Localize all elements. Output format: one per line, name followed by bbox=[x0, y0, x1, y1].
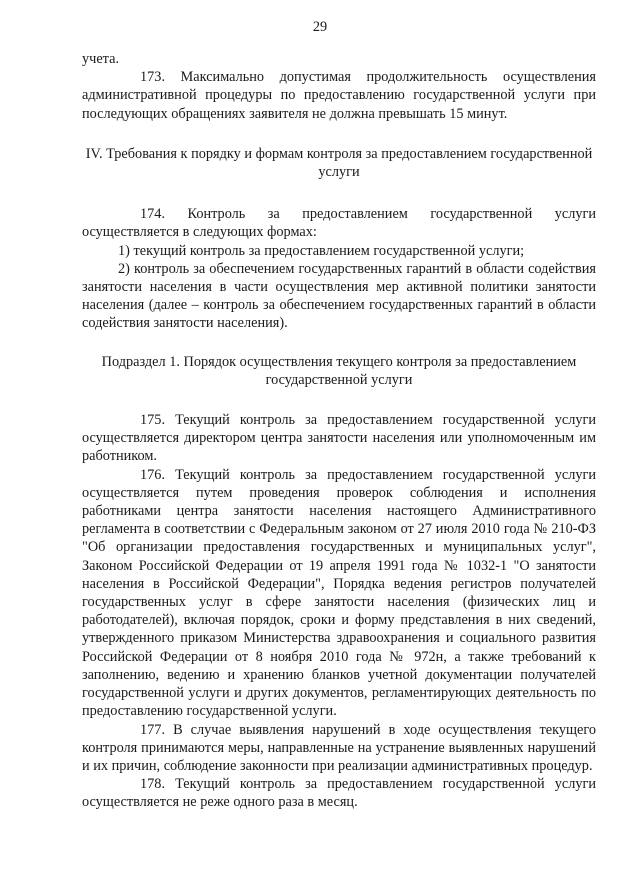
subsection-heading: Подраздел 1. Порядок осуществления текущего контроля за предоставлением государственной услуги bbox=[101, 353, 577, 388]
paragraph-176: 176. Текущий контроль за предоставлением государственной услуги осуществляется путем проведения проверок соблюдения и исполнения работниками центра занятости населения настоящего Административного регламента в соответствии с Федеральным законом от 27 июля 2010 года № 210-ФЗ "Об организации предоставления государственных и муниципальных услуг", Законом Российской Федерации от 19 апреля 1991 года № 1032-1 "О занятости населения в Российской Федерации", Порядка ведения регистров получателей государственных услуг в сфере занятости населения (физических лиц и работодателей), включая порядок, сроки и форму представления в них сведений, утвержденного приказом Министерства здравоохранения и социального развития Российской Федерации от 8 ноября 2010 года № 972н, а также требований к заполнению, ведению и хранению бланков учетной документации получателей государственной услуги и других документов, регламентирующих деятельность по предоставлению государственной услуги. bbox=[82, 466, 596, 720]
paragraph-177: 177. В случае выявления нарушений в ходе осуществления текущего контроля принимаются меры, направленные на устранение выявленных нарушений и их причин, соблюдение законности при реализации административных процедур. bbox=[82, 721, 596, 774]
paragraph-175: 175. Текущий контроль за предоставлением государственной услуги осуществляется директором центра занятости населения или уполномоченным им работником. bbox=[82, 412, 596, 465]
page-number: 29 bbox=[312, 19, 328, 35]
paragraph-178: 178. Текущий контроль за предоставлением государственной услуги осуществляется не реже одного раза в месяц. bbox=[82, 776, 596, 811]
paragraph-174: 174. Контроль за предоставлением государственной услуги осуществляется в следующих формах: bbox=[82, 206, 596, 241]
list-item-1: 1) текущий контроль за предоставлением государственной услуги; bbox=[118, 242, 525, 259]
paragraph-continuation: учета. bbox=[82, 51, 120, 67]
document-body bbox=[82, 50, 596, 812]
list-item-2: 2) контроль за обеспечением государственных гарантий в области содействия занятости населения в части осуществления мер активной политики занятости населения (далее – контроль за обеспечением государственных гарантий в области содействия занятости населения). bbox=[82, 260, 596, 332]
section-heading: IV. Требования к порядку и формам контроля за предоставлением государственной услуги bbox=[85, 145, 593, 181]
paragraph-173: 173. Максимально допустимая продолжительность осуществления административной процедуры по предоставлению государственной услуги при последующих обращениях заявителя не должна превышать 15 минут. bbox=[82, 69, 596, 122]
